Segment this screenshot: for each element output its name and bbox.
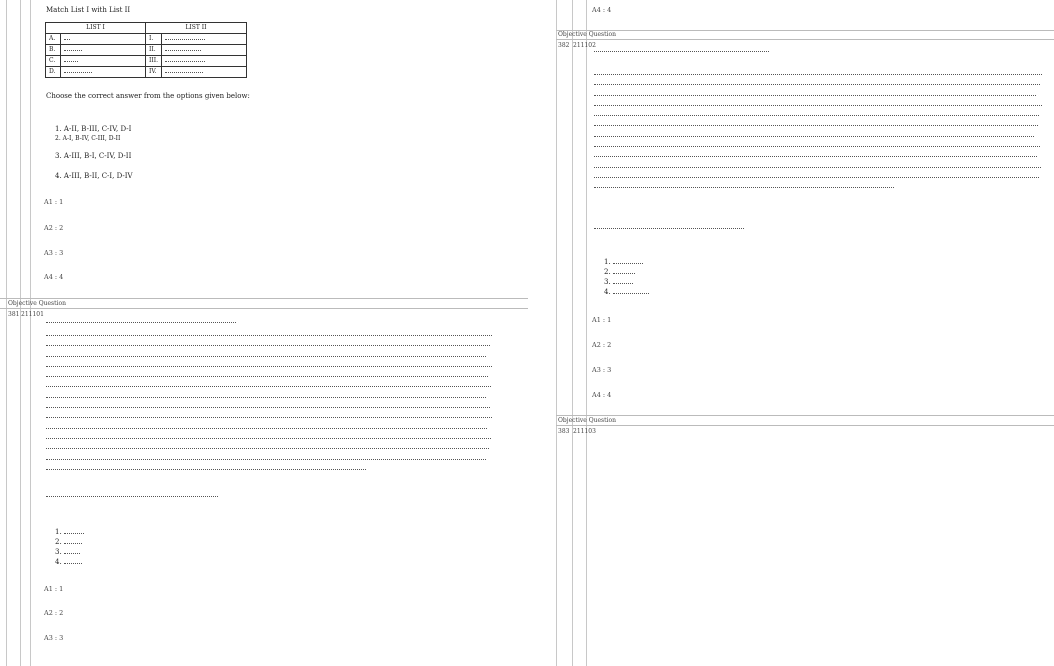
option-2: 2.: [55, 538, 82, 547]
question-id: 211101: [21, 311, 44, 318]
margin-rule: [6, 0, 7, 666]
option-1: 1.: [604, 258, 643, 267]
question-type-label: Objective Question: [558, 417, 616, 424]
row-label: IV.: [146, 67, 162, 78]
question-id: 211102: [573, 42, 596, 49]
answer-1: A1 : 1: [44, 585, 64, 593]
margin-rule: [586, 0, 587, 666]
option-2: 2.: [604, 268, 635, 277]
option-3: 3.: [55, 548, 80, 557]
row-label: D.: [46, 67, 61, 78]
answer-3: A3 : 3: [44, 249, 64, 257]
question-divider: [0, 308, 528, 309]
match-table: [45, 22, 247, 78]
answer-1: A1 : 1: [592, 316, 612, 324]
question-type-label: Objective Question: [8, 300, 66, 307]
answer-2: A2 : 2: [44, 609, 64, 617]
question-divider: [0, 298, 528, 299]
list2-header: LIST II: [146, 23, 247, 34]
margin-rule: [572, 0, 573, 666]
row-text: [61, 67, 146, 78]
row-text: [61, 56, 146, 67]
answer-3: A3 : 3: [592, 366, 612, 374]
row-text: [162, 34, 247, 45]
option-4: 4.: [604, 288, 649, 297]
match-instruction: Match List I with List II: [46, 6, 131, 14]
list1-header: LIST I: [46, 23, 146, 34]
question-number: 383: [558, 428, 570, 435]
right-column: [556, 0, 1054, 666]
answer-1: A1 : 1: [44, 198, 64, 206]
row-label: A.: [46, 34, 61, 45]
option-2: 2. A-I, B-IV, C-III, D-II: [55, 135, 121, 142]
question-heading: [46, 316, 496, 328]
row-text: [162, 56, 247, 67]
question-id: 211103: [573, 428, 596, 435]
row-text: [61, 45, 146, 56]
answer-4: A4 : 4: [592, 391, 612, 399]
question-stem: [594, 222, 844, 234]
row-text: [162, 67, 247, 78]
row-text: [61, 34, 146, 45]
option-3: 3.: [604, 278, 633, 287]
choose-text: Choose the correct answer from the options given below:: [46, 92, 250, 100]
question-heading: [594, 45, 1044, 57]
question-divider: [556, 30, 1054, 31]
row-label: II.: [146, 45, 162, 56]
row-label: I.: [146, 34, 162, 45]
option-1: 1. A-II, B-III, C-IV, D-I: [55, 125, 132, 133]
margin-rule: [20, 0, 21, 666]
row-label: C.: [46, 56, 61, 67]
answer-2: A2 : 2: [44, 224, 64, 232]
answer-2: A2 : 2: [592, 341, 612, 349]
option-3: 3. A-III, B-I, C-IV, D-II: [55, 152, 132, 160]
option-4: 4.: [55, 558, 82, 567]
row-text: [162, 45, 247, 56]
margin-rule: [30, 0, 31, 666]
question-number: 382: [558, 42, 570, 49]
question-divider: [556, 415, 1054, 416]
question-divider: [556, 425, 1054, 426]
row-label: III.: [146, 56, 162, 67]
answer-4: A4 : 4: [592, 6, 612, 14]
question-number: 381: [8, 311, 20, 318]
margin-rule: [556, 0, 557, 666]
question-type-label: Objective Question: [558, 31, 616, 38]
question-stem: [46, 490, 296, 502]
answer-4: A4 : 4: [44, 273, 64, 281]
row-label: B.: [46, 45, 61, 56]
option-4: 4. A-III, B-II, C-I, D-IV: [55, 172, 133, 180]
question-divider: [556, 39, 1054, 40]
passage-text: [46, 329, 498, 474]
passage-text: [594, 68, 1049, 198]
answer-3: A3 : 3: [44, 634, 64, 642]
option-1: 1.: [55, 528, 84, 537]
